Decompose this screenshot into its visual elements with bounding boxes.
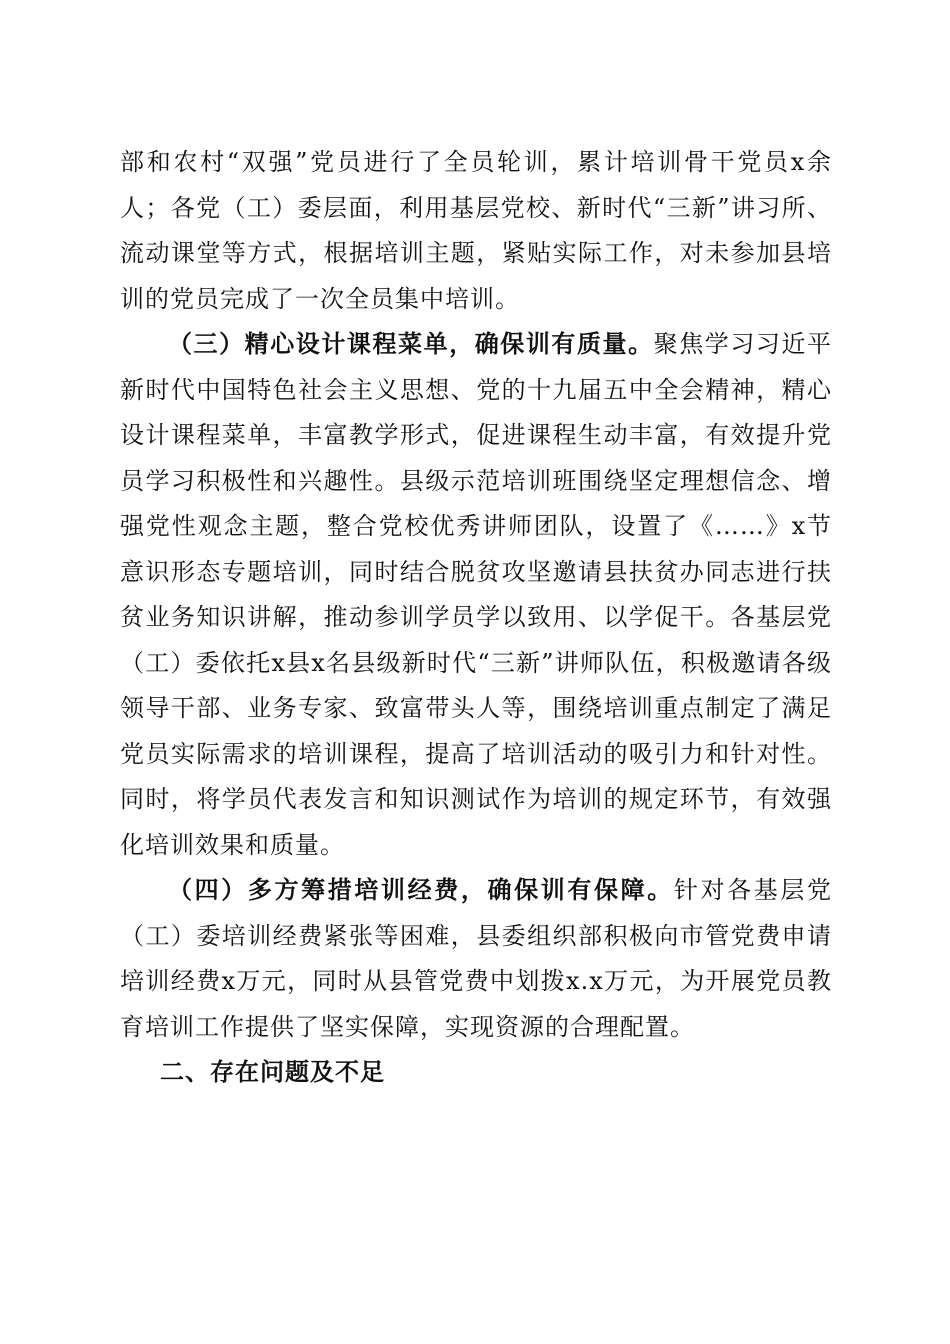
section-heading-problems: 二、存在问题及不足 [160, 1058, 385, 1086]
section-lead-course-design: （三）精心设计课程菜单，确保训有质量。 [168, 330, 654, 358]
paragraph-training-funding [120, 868, 832, 1050]
paragraph-training-rotation [120, 140, 832, 322]
paragraph-text: 针对各基层党（工）委培训经费紧张等困难，县委组织部积极向市管党费申请培训经费x万元，同时从县管党费中划拨x.x万元，为开展党员教育培训工作提供了坚实保障，实现资源的合理配置。 [120, 876, 832, 1041]
document-body [120, 140, 832, 1096]
section-lead-training-funding: （四）多方筹措培训经费，确保训有保障。 [168, 876, 674, 904]
paragraph-text: 聚焦学习习近平新时代中国特色社会主义思想、党的十九届五中全会精神，精心设计课程菜单，丰富教学形式，促进课程生动丰富，有效提升党员学习积极性和兴趣性。县级示范培训班围绕坚定理想信念、增强党性观念主题，整合党校优秀讲师团队，设置了《……》x节意识形态专题培训，同时结合脱贫攻坚邀请县扶贫办同志进行扶贫业务知识讲解，推动参训学员学以致用、以学促干。各基层党（工）委依托x县x名县级新时代“三新”讲师队伍，积极邀请各级领导干部、业务专家、致富带头人等，围绕培训重点制定了满足党员实际需求的培训课程，提高了培训活动的吸引力和针对性。同时，将学员代表发言和知识测试作为培训的规定环节，有效强化培训效果和质量。 [120, 330, 833, 859]
paragraph-course-design [120, 322, 832, 868]
paragraph-text: 部和农村“双强”党员进行了全员轮训，累计培训骨干党员x余人；各党（工）委层面，利用基层党校、新时代“三新”讲习所、流动课堂等方式，根据培训主题，紧贴实际工作，对未参加县培训的党员完成了一次全员集中培训。 [120, 148, 832, 313]
